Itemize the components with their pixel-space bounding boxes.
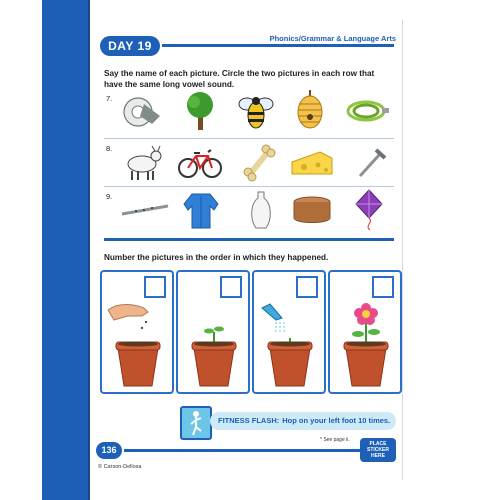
page-edge (402, 20, 411, 480)
worksheet (92, 28, 402, 476)
number-box[interactable] (144, 276, 166, 298)
row-divider (104, 138, 394, 139)
goat-icon[interactable] (122, 144, 162, 182)
subject-title: Phonics/Grammar & Language Arts (269, 34, 396, 43)
vase-icon[interactable] (250, 190, 272, 230)
bike-icon[interactable] (178, 146, 222, 180)
bee-icon[interactable] (238, 90, 274, 132)
copyright: © Carson-Dellosa (98, 464, 142, 470)
section2-instruction: Number the pictures in the order in which they happened. (104, 253, 329, 262)
cheese-icon[interactable] (290, 148, 334, 178)
coat-icon[interactable] (182, 190, 220, 230)
header-rule (162, 44, 394, 47)
page-number: 136 (96, 442, 122, 459)
footer-rule (124, 449, 360, 452)
number-box[interactable] (372, 276, 394, 298)
fitness-flash (210, 412, 396, 430)
kite-icon[interactable] (354, 188, 384, 232)
row-number: 7. (106, 94, 113, 103)
flute-icon[interactable] (120, 200, 170, 220)
sticker-badge: PLACE STICKER HERE (360, 438, 396, 462)
number-box[interactable] (296, 276, 318, 298)
sequence-panel-1 (100, 270, 174, 394)
fitness-icon (180, 406, 212, 440)
fitness-text: Hop on your left foot 10 times. (282, 416, 391, 425)
beehive-icon[interactable] (294, 90, 326, 132)
watering-can-icon (256, 298, 322, 388)
sequence-panel-4 (328, 270, 402, 394)
tree-icon[interactable] (184, 90, 216, 132)
fitness-label: FITNESS FLASH: (218, 416, 280, 425)
tape-icon[interactable] (122, 94, 162, 130)
planting-seeds-icon (104, 298, 170, 388)
row-divider (104, 186, 394, 187)
bone-icon[interactable] (242, 144, 276, 182)
number-box[interactable] (220, 276, 242, 298)
sequence-panel-2 (176, 270, 250, 394)
hose-icon[interactable] (344, 96, 390, 126)
sequence-panel-3 (252, 270, 326, 394)
section1-instruction: Say the name of each picture. Circle the two pictures in each row that have the same long vowel sound. (104, 69, 375, 89)
day-badge: DAY 19 (100, 36, 160, 56)
row-number: 9. (106, 192, 113, 201)
section-rule (104, 238, 394, 241)
cake-icon[interactable] (292, 194, 332, 226)
flower-icon (332, 298, 398, 388)
nail-icon[interactable] (354, 146, 388, 180)
see-page-note: * See page ii. (320, 437, 350, 443)
row-number: 8. (106, 144, 113, 153)
sprout-icon (180, 298, 246, 388)
